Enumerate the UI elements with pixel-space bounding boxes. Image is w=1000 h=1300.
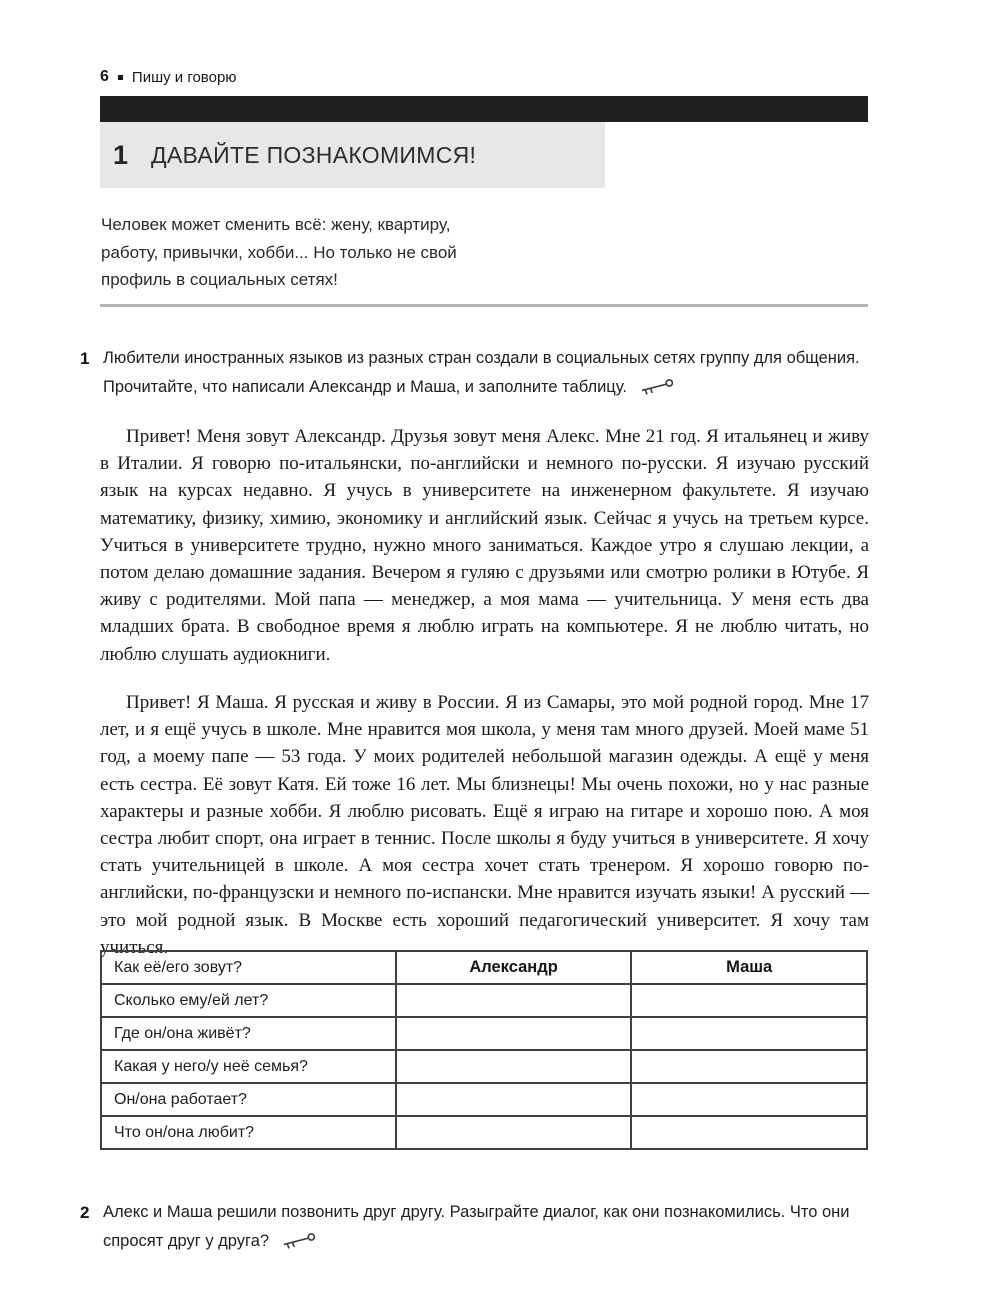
table-empty-cell	[631, 1050, 867, 1083]
comparison-table	[100, 950, 868, 1150]
epigraph-line: Человек может сменить всё: жену, квартиру,	[101, 215, 451, 234]
table-empty-cell	[631, 1017, 867, 1050]
table-question-cell: Что он/она любит?	[101, 1116, 396, 1149]
exercise-1-instruction-line-1: Любители иностранных языков из разных стран создали в социальных сетях группу для общения.	[103, 349, 860, 367]
table-question-cell: Как её/его зовут?	[101, 951, 396, 984]
table-question-cell: Сколько ему/ей лет?	[101, 984, 396, 1017]
table-row	[101, 1116, 867, 1149]
table-row	[101, 1017, 867, 1050]
section-title: Пишу и говорю	[131, 68, 237, 86]
table-row	[101, 951, 867, 984]
epigraph-line: профиль в социальных сетях!	[101, 270, 338, 289]
running-head	[100, 68, 237, 86]
table-empty-cell	[396, 1017, 632, 1050]
table-empty-cell	[396, 984, 632, 1017]
table-empty-cell	[396, 1050, 632, 1083]
key-icon	[637, 378, 675, 395]
exercise-2-number: 2	[80, 1203, 90, 1222]
exercise-2-instruction-line-2: спросят друг у друга?	[103, 1232, 270, 1250]
table-header-masha: Маша	[631, 951, 867, 984]
table-row	[101, 1050, 867, 1083]
page-number: 6	[100, 68, 109, 85]
exercise-2-instruction-line-1: Алекс и Маша решили позвонить друг другу. Разыграйте диалог, как они познакомились. Что они	[103, 1203, 850, 1221]
passage-alexander: Привет! Меня зовут Александр. Друзья зовут меня Алекс. Мне 21 год. Я итальянец и живу в Италии. Я говорю по-итальянски, по-английски и немного по-русски. Я изучаю русский язык на курсах недавно. Я учусь в университете на инженерном факультете. Я изучаю математику, физику, химию, экономику и английский язык. Сейчас я учусь на третьем курсе. Учиться в университете трудно, нужно много заниматься. Каждое утро я слушаю лекции, а потом делаю домашние задания. Вечером я гуляю с друзьями или смотрю ролики в Ютубе. Я живу с родителями. Мой папа — менеджер, а моя мама — учительница. У меня есть два младших брата. В свободное время я люблю играть на компьютере. Я не люблю читать, но люблю слушать аудиокниги.	[100, 426, 869, 665]
section-divider	[100, 304, 868, 307]
epigraph	[101, 211, 457, 294]
table-row	[101, 1083, 867, 1116]
table-question-cell: Он/она работает?	[101, 1083, 396, 1116]
table-question-cell: Где он/она живёт?	[101, 1017, 396, 1050]
chapter-number: 1	[113, 139, 129, 170]
passage-masha: Привет! Я Маша. Я русская и живу в России. Я из Самары, это мой родной город. Мне 17 лет, и я ещё учусь в школе. Мне нравится моя школа, у меня там много друзей. Моей маме 51 год, а моему папе — 53 года. У моих родителей небольшой магазин одежды. А ещё у меня есть сестра. Её зовут Катя. Ей тоже 16 лет. Мы близнецы! Мы очень похожи, но у нас разные характеры и разные хобби. Я люблю рисовать. Ещё я играю на гитаре и хорошо пою. А моя сестра любит спорт, она играет в теннис. После школы я буду учиться в университете. Я хочу стать учительницей в школе. А моя сестра хочет стать тренером. Я хорошо говорю по-английски, по-французски и немного по-испански. Мне нравится изучать языки! А русский — это мой родной язык. В Москве есть хороший педагогический университет. Я хочу там учиться.	[100, 692, 869, 958]
table-empty-cell	[396, 1116, 632, 1149]
square-bullet-icon	[118, 75, 123, 80]
table-row	[101, 984, 867, 1017]
exercise-1-instruction-line-2: Прочитайте, что написали Александр и Маша, и заполните таблицу.	[103, 378, 627, 396]
chapter-banner-bar	[100, 96, 868, 122]
exercise-1	[80, 344, 869, 402]
table-empty-cell	[396, 1083, 632, 1116]
chapter-header	[100, 122, 605, 188]
epigraph-line: работу, привычки, хобби... Но только не свой	[101, 242, 457, 262]
table-empty-cell	[631, 984, 867, 1017]
exercise-2	[80, 1198, 869, 1256]
table-empty-cell	[631, 1083, 867, 1116]
table-header-alexander: Александр	[396, 951, 632, 984]
exercise-1-number: 1	[80, 349, 90, 368]
key-icon	[279, 1232, 317, 1249]
table-empty-cell	[631, 1116, 867, 1149]
table-question-cell: Какая у него/у неё семья?	[101, 1050, 396, 1083]
chapter-title: ДАВАЙТЕ ПОЗНАКОМИМСЯ!	[151, 141, 477, 168]
